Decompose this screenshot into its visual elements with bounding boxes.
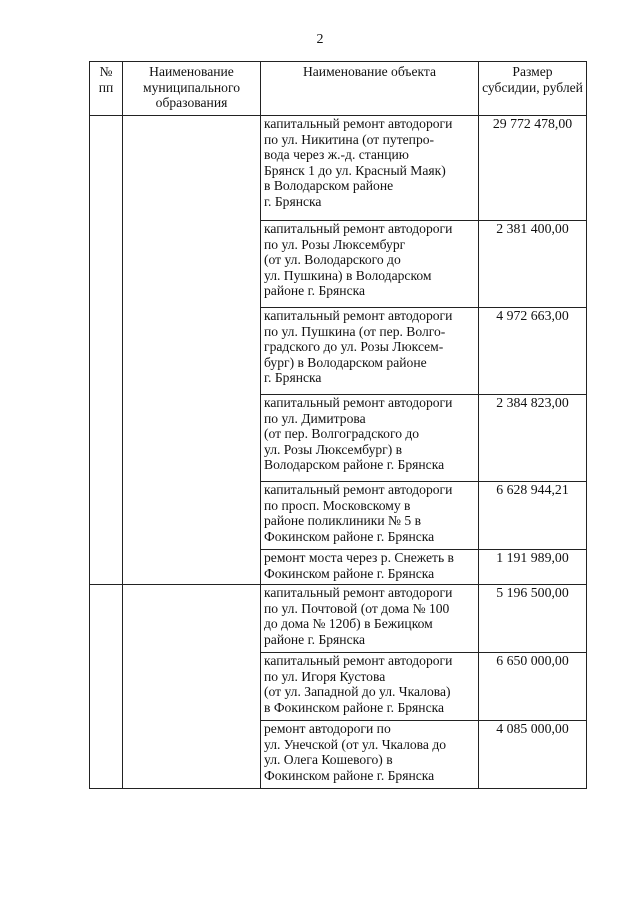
cell-municipality bbox=[123, 585, 261, 789]
cell-subsidy-amount: 2 381 400,00 bbox=[479, 221, 587, 308]
cell-subsidy-amount: 29 772 478,00 bbox=[479, 116, 587, 221]
cell-subsidy-amount: 4 972 663,00 bbox=[479, 308, 587, 395]
cell-object-name: капитальный ремонт автодороги по ул. Никитина (от путепро- вода через ж.-д. станцию Брянск 1 до ул. Красный Маяк) в Володарском районе г. Брянска bbox=[261, 116, 479, 221]
cell-subsidy-amount: 6 628 944,21 bbox=[479, 482, 587, 550]
table-header bbox=[90, 62, 587, 116]
cell-municipality bbox=[123, 116, 261, 585]
table-row bbox=[90, 585, 587, 653]
header-amount: Размер субсидии, рублей bbox=[479, 62, 587, 116]
cell-object-name: капитальный ремонт автодороги по просп. Московскому в районе поликлиники № 5 в Фокинском районе г. Брянска bbox=[261, 482, 479, 550]
cell-number bbox=[90, 116, 123, 585]
table-row bbox=[90, 116, 587, 221]
cell-subsidy-amount: 5 196 500,00 bbox=[479, 585, 587, 653]
cell-object-name: капитальный ремонт автодороги по ул. Игоря Кустова (от ул. Западной до ул. Чкалова) в Фокинском районе г. Брянска bbox=[261, 653, 479, 721]
header-municipality: Наименование муниципального образования bbox=[123, 62, 261, 116]
header-row bbox=[90, 62, 587, 116]
header-number: № пп bbox=[90, 62, 123, 116]
cell-subsidy-amount: 4 085 000,00 bbox=[479, 721, 587, 789]
header-object: Наименование объекта bbox=[261, 62, 479, 116]
table-body bbox=[90, 116, 587, 789]
cell-object-name: капитальный ремонт автодороги по ул. Розы Люксембург (от ул. Володарского до ул. Пушкина) в Володарском районе г. Брянска bbox=[261, 221, 479, 308]
cell-object-name: капитальный ремонт автодороги по ул. Почтовой (от дома № 100 до дома № 120б) в Бежицком районе г. Брянска bbox=[261, 585, 479, 653]
cell-subsidy-amount: 6 650 000,00 bbox=[479, 653, 587, 721]
cell-object-name: капитальный ремонт автодороги по ул. Димитрова (от пер. Волгоградского до ул. Розы Люксембург) в Володарском районе г. Брянска bbox=[261, 395, 479, 482]
page-number: 2 bbox=[316, 32, 324, 47]
cell-object-name: ремонт автодороги по ул. Унечской (от ул. Чкалова до ул. Олега Кошевого) в Фокинском районе г. Брянска bbox=[261, 721, 479, 789]
cell-subsidy-amount: 1 191 989,00 bbox=[479, 550, 587, 585]
cell-number bbox=[90, 585, 123, 789]
cell-object-name: капитальный ремонт автодороги по ул. Пушкина (от пер. Волго- градского до ул. Розы Люксем- бург) в Володарском районе г. Брянска bbox=[261, 308, 479, 395]
subsidy-table bbox=[89, 61, 587, 789]
cell-object-name: ремонт моста через р. Снежеть в Фокинском районе г. Брянска bbox=[261, 550, 479, 585]
cell-subsidy-amount: 2 384 823,00 bbox=[479, 395, 587, 482]
